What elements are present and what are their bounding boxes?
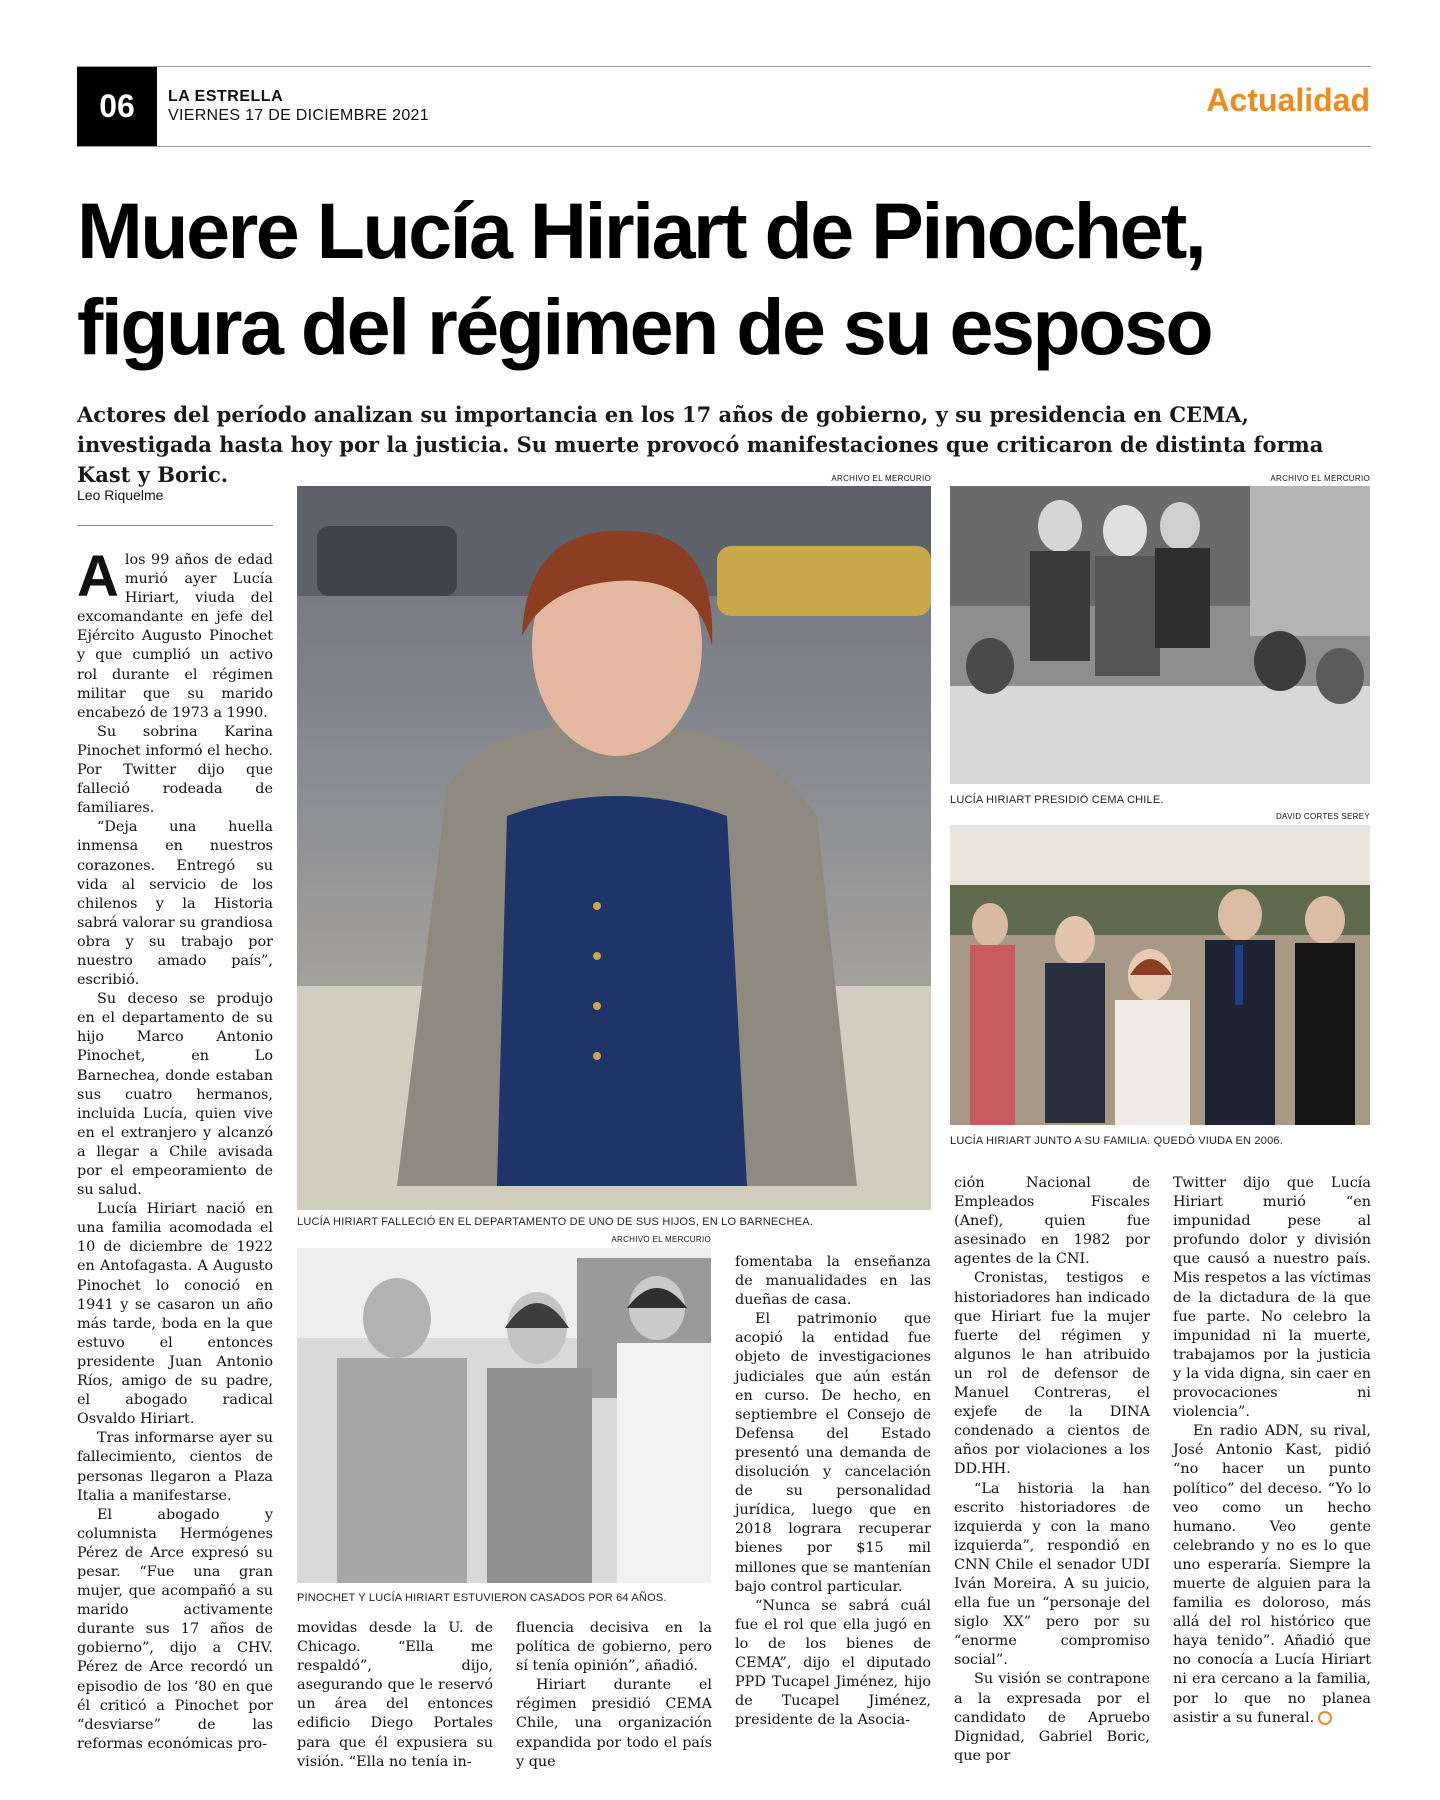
caption-cema: LUCÍA HIRIART PRESIDIÓ CEMA CHILE.: [950, 794, 1164, 806]
article-paragraph: “Nunca se sabrá cuál fue el rol que ella jugó en lo de los bienes de CEMA”, dijo el diputado PPD Tucapel Jiménez, hijo de Tucapel Jiménez, presidente de la Asocia-: [735, 1597, 931, 1729]
photo-couple-illustration: [297, 1248, 711, 1583]
end-of-article-icon: [1318, 1711, 1332, 1725]
issue-date: VIERNES 17 DE DICIEMBRE 2021: [168, 107, 429, 124]
caption-main: LUCÍA HIRIART FALLECIÓ EN EL DEPARTAMENTO DE UNO DE SUS HIJOS, EN LO BARNECHEA.: [297, 1216, 814, 1228]
article-paragraph: ción Nacional de Empleados Fiscales (Anef), quien fue asesinado en 1982 por agentes de la CNI.: [954, 1175, 1150, 1268]
headline-line-1: Muere Lucía Hiriart de Pinochet,: [77, 186, 1205, 275]
article-paragraph: movidas desde la U. de Chicago. “Ella me respaldó”, dijo, asegurando que le reservó un área del entonces edificio Diego Portales para que él expusiera su visión. “Ella no tenía in-: [297, 1620, 493, 1770]
article-column-3: [516, 1619, 712, 1772]
byline: Leo Riquelme: [77, 487, 164, 503]
photo-cema: [950, 486, 1370, 784]
article-column-4: [735, 1253, 931, 1730]
photo-cema-illustration: [950, 486, 1370, 784]
article-column-5: [954, 1174, 1150, 1766]
byline-rule: [77, 525, 273, 526]
headline: [77, 183, 1377, 375]
newspaper-name: LA ESTRELLA: [168, 88, 284, 105]
header-bottom-rule: [77, 146, 1371, 147]
photo-credit-family: DAVID CORTES SEREY: [1275, 812, 1370, 821]
header-top-rule: [77, 66, 1371, 67]
drop-cap: A: [77, 544, 119, 609]
article-paragraph: fomentaba la enseñanza de manualidades en las dueñas de casa.: [735, 1254, 931, 1309]
subheadline: Actores del período analizan su importancia en los 17 años de gobierno, y su presidencia en CEMA, investigada hasta hoy por la justicia. Su muerte provocó manifestaciones que criticaron de distinta forma Kast y Boric.: [77, 402, 1324, 487]
article-column-1: [77, 544, 273, 1754]
article-column-6: [1173, 1174, 1371, 1728]
page-number: 06: [77, 67, 157, 146]
article-paragraph: Alos 99 años de edad murió ayer Lucía Hiriart, viuda del excomandante en jefe del Ejército Augusto Pinochet y que cumplió un activo rol durante el régimen militar que su marido encabezó de 1973 a 1990.: [77, 544, 273, 721]
article-paragraph: Hiriart durante el régimen presidió CEMA Chile, una organización expandida por todo el país y que: [516, 1677, 712, 1770]
article-paragraph: fluencia decisiva en la política de gobierno, pero sí tenía opinión”, añadió.: [516, 1620, 712, 1675]
article-paragraph: Cronistas, testigos e historiadores han indicado que Hiriart fue la mujer fuerte del régimen y algunos le han atribuido un rol de defensor de Manuel Contreras, el exjefe de la DINA condenado a cientos de años por violaciones a los DD.HH.: [954, 1270, 1150, 1478]
article-paragraph: En radio ADN, su rival, José Antonio Kast, pidió “no hacer un punto político” del deceso. “Yo lo veo como un hecho humano. Veo gente celebrando y no es lo que uno esperaría. Siempre la muerte de alguien para la familia es doloroso, más allá del rol histórico que haya tenido”. Añadió que no conocía a Lucía Hiriart ni era cercano a la familia, por lo que no planea asistir a su funeral.: [1173, 1423, 1371, 1726]
photo-main-illustration: [297, 486, 931, 1210]
photo-credit-cema: ARCHIVO EL MERCURIO: [1270, 474, 1370, 483]
article-paragraph: Lucía Hiriart nació en una familia acomodada el 10 de diciembre de 1922 en Antofagasta. A Augusto Pinochet lo conoció en 1941 y se casaron un año más tarde, boda en la que estuvo el entonces presidente Juan Antonio Ríos, amigo de su padre, el abogado radical Osvaldo Hiriart.: [77, 1201, 273, 1428]
article-paragraph: El abogado y columnista Hermógenes Pérez de Arce expresó su pesar. “Fue una gran mujer, que acompañó a su marido activamente durante sus 17 años de gobierno”, dijo a CHV. Pérez de Arce recordó un episodio de los ‘80 en que él criticó a Pinochet por “desviarse” de las reformas económicas pro-: [77, 1506, 273, 1752]
article-paragraph: Tras informarse ayer su fallecimiento, cientos de personas llegaron a Plaza Italia a manifestarse.: [77, 1430, 273, 1504]
photo-credit-couple: ARCHIVO EL MERCURIO: [611, 1235, 711, 1244]
photo-family: [950, 825, 1370, 1125]
caption-family: LUCÍA HIRIART JUNTO A SU FAMILIA. QUEDÓ VIUDA EN 2006.: [950, 1135, 1283, 1147]
article-paragraph: Su deceso se produjo en el departamento de su hijo Marco Antonio Pinochet, en Lo Barnechea, donde estaban sus cuatro hermanos, incluida Lucía, quien vive en el extranjero y alcanzó a llegar a Chile avisada por el empeoramiento de su salud.: [77, 991, 273, 1199]
caption-couple: PINOCHET Y LUCÍA HIRIART ESTUVIERON CASADOS POR 64 AÑOS.: [297, 1592, 667, 1604]
headline-line-2: figura del régimen de su esposo: [77, 282, 1212, 371]
photo-family-illustration: [950, 825, 1370, 1125]
photo-couple: [297, 1248, 711, 1583]
article-column-2: [297, 1619, 493, 1772]
section-label: Actualidad: [1206, 82, 1370, 118]
article-paragraph: Twitter dijo que Lucía Hiriart murió “en impunidad pese al profundo dolor y división que causó a nuestro país. Mis respetos a las víctimas de la dictadura de la que fue parte. No celebro la impunidad ni la muerte, trabajamos por la justicia y la vida digna, sin caer en provocaciones ni violencia”.: [1173, 1175, 1371, 1421]
photo-main: [297, 486, 931, 1210]
photo-credit-main: ARCHIVO EL MERCURIO: [831, 474, 931, 483]
article-paragraph: El patrimonio que acopió la entidad fue objeto de investigaciones judiciales que aún están en curso. De hecho, en septiembre el Consejo de Defensa del Estado presentó una demanda de disolución y cancelación de su personalidad jurídica, luego que en 2018 lograra recuperar bienes por $15 mil millones que se mantenían bajo control particular.: [735, 1311, 931, 1595]
article-paragraph: Su sobrina Karina Pinochet informó el hecho. Por Twitter dijo que falleció rodeada de familiares.: [77, 723, 273, 817]
article-paragraph: Su visión se contrapone a la expresada por el candidato de Apruebo Dignidad, Gabriel Boric, que por: [954, 1671, 1150, 1764]
article-paragraph: “La historia la han escrito historiadores de izquierda y con la mano izquierda”, respondió en CNN Chile el senador UDI Iván Moreira. A su juicio, ella fue un “personaje del siglo XX” pero por su “enorme compromiso social”.: [954, 1480, 1150, 1669]
article-paragraph: “Deja una huella inmensa en nuestros corazones. Entregó su vida al servicio de los chilenos y la Historia sabrá valorar su grandiosa obra y su trabajo por nuestro amado país”, escribió.: [77, 819, 273, 989]
